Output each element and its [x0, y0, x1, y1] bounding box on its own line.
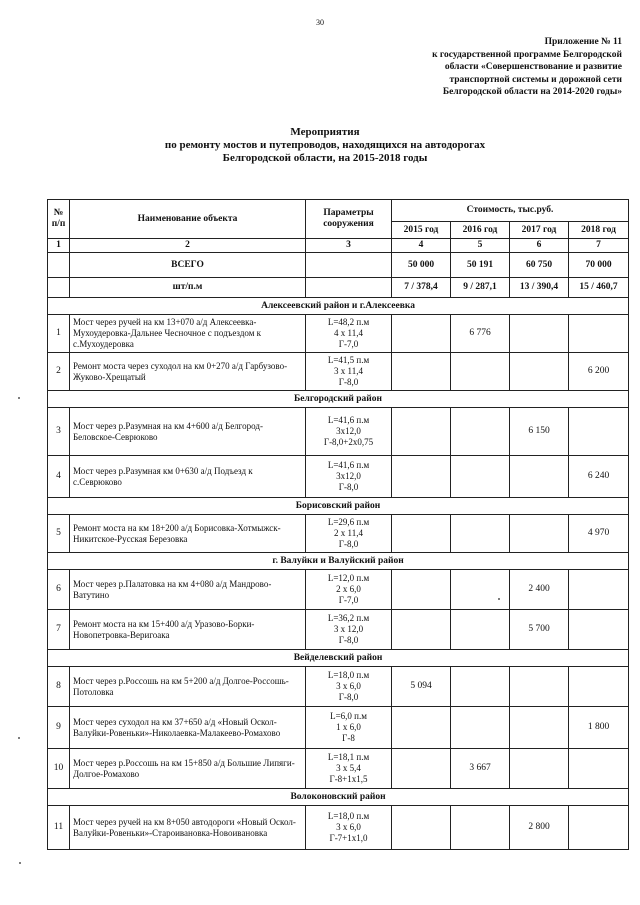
unit-value: 9 / 287,1 [451, 278, 510, 298]
unit-label: шт/п.м [70, 278, 306, 298]
cost-2018 [569, 610, 629, 650]
object-name: Мост через ручей на км 13+070 а/д Алексеевка-Мухоудеровка-Дальнее Чесночное с подъездом к с.Мухоудеровка [70, 315, 306, 353]
row-num: 7 [48, 610, 70, 650]
table-row [48, 353, 629, 391]
table-row [48, 667, 629, 707]
cost-2017 [510, 456, 569, 498]
cost-2017 [510, 315, 569, 353]
object-name: Ремонт моста на км 18+200 а/д Борисовка-Хотмыжск-Никитское-Русская Березовка [70, 515, 306, 553]
header-cost: Стоимость, тыс.руб. [392, 200, 629, 222]
table-row [48, 315, 629, 353]
region-heading: Волоконовский район [48, 789, 629, 806]
cost-2018: 6 200 [569, 353, 629, 391]
appendix-line: транспортной системы и дорожной сети [449, 74, 622, 85]
object-name: Мост через р.Разумная км 0+630 а/д Подъезд к с.Севрюково [70, 456, 306, 498]
cost-2017 [510, 515, 569, 553]
scan-speck [498, 598, 500, 600]
index-cell: 2 [70, 239, 306, 253]
table-row [48, 456, 629, 498]
index-cell: 4 [392, 239, 451, 253]
table-row [48, 806, 629, 850]
cost-2018 [569, 570, 629, 610]
cost-2016 [451, 806, 510, 850]
cost-2016 [451, 515, 510, 553]
object-name: Мост через суходол на км 37+650 а/д «Новый Оскол-Валуйки-Ровеньки»-Николаевка-Малакеево-Ромахово [70, 707, 306, 749]
header-params: Параметры сооружения [306, 200, 392, 239]
cost-2018 [569, 806, 629, 850]
row-num: 10 [48, 749, 70, 789]
row-num: 6 [48, 570, 70, 610]
object-name: Мост через р.Палатовка на км 4+080 а/д Мандрово-Ватутино [70, 570, 306, 610]
total-value: 50 191 [451, 253, 510, 278]
cost-2016 [451, 610, 510, 650]
cost-2015 [392, 353, 451, 391]
cost-2017: 6 150 [510, 408, 569, 456]
region-heading: Алексеевский район и г.Алексеевка [48, 298, 629, 315]
cost-2018 [569, 408, 629, 456]
appendix-header [372, 36, 622, 99]
row-num: 2 [48, 353, 70, 391]
cost-2017 [510, 667, 569, 707]
cost-2015 [392, 707, 451, 749]
row-num: 11 [48, 806, 70, 850]
object-params: L=18,1 п.м 3 x 5,4 Г-8+1x1,5 [306, 749, 392, 789]
object-params: L=29,6 п.м 2 x 11,4 Г-8,0 [306, 515, 392, 553]
table-row [48, 515, 629, 553]
object-params: L=18,0 п.м 3 x 6,0 Г-8,0 [306, 667, 392, 707]
bridges-table [47, 199, 629, 850]
cost-2015 [392, 806, 451, 850]
header-year: 2016 год [451, 222, 510, 239]
header-year: 2018 год [569, 222, 629, 239]
cost-2018 [569, 315, 629, 353]
table-row [48, 749, 629, 789]
object-params: L=12,0 п.м 2 x 6,0 Г-7,0 [306, 570, 392, 610]
total-value: 60 750 [510, 253, 569, 278]
object-name: Мост через ручей на км 8+050 автодороги «Новый Оскол-Валуйки-Ровеньки»-Староивановка-Новоивановка [70, 806, 306, 850]
row-num: 8 [48, 667, 70, 707]
cost-2018: 4 970 [569, 515, 629, 553]
object-params: L=18,0 п.м 3 x 6,0 Г-7+1x1,0 [306, 806, 392, 850]
appendix-line: Приложение № 11 [544, 37, 622, 47]
object-params: L=41,5 п.м 3 x 11,4 Г-8,0 [306, 353, 392, 391]
row-num: 5 [48, 515, 70, 553]
cost-2017 [510, 749, 569, 789]
title-line-2: по ремонту мостов и путепроводов, находящихся на автодорогах [164, 139, 486, 151]
row-num: 9 [48, 707, 70, 749]
appendix-line: области «Совершенствование и развитие [444, 62, 622, 72]
total-value: 50 000 [392, 253, 451, 278]
cost-2018 [569, 749, 629, 789]
cost-2017 [510, 353, 569, 391]
row-num: 3 [48, 408, 70, 456]
unit-value: 13 / 390,4 [510, 278, 569, 298]
cost-2018: 1 800 [569, 707, 629, 749]
scan-speck [18, 737, 20, 739]
index-cell: 3 [306, 239, 392, 253]
cost-2015 [392, 610, 451, 650]
cost-2015 [392, 570, 451, 610]
cost-2015 [392, 456, 451, 498]
scan-speck [18, 397, 20, 399]
title-line-1: Мероприятия [290, 126, 360, 138]
row-num: 4 [48, 456, 70, 498]
index-cell: 6 [510, 239, 569, 253]
region-heading: Борисовский район [48, 498, 629, 515]
page-number: 30 [316, 18, 324, 27]
cost-2016 [451, 667, 510, 707]
cost-2016 [451, 570, 510, 610]
header-num: № п/п [48, 200, 70, 239]
object-name: Мост через р.Разумная на км 4+600 а/д Белгород-Беловское-Севрюково [70, 408, 306, 456]
header-year: 2015 год [392, 222, 451, 239]
title-line-3: Белгородской области, на 2015-2018 годы [222, 152, 428, 164]
cost-2018 [569, 667, 629, 707]
total-value: 70 000 [569, 253, 629, 278]
cost-2016 [451, 353, 510, 391]
object-params: L=48,2 п.м 4 x 11,4 Г-7,0 [306, 315, 392, 353]
cost-2016: 6 776 [451, 315, 510, 353]
cost-2015 [392, 749, 451, 789]
cost-2018: 6 240 [569, 456, 629, 498]
header-name: Наименование объекта [70, 200, 306, 239]
table-row [48, 408, 629, 456]
unit-value: 15 / 460,7 [569, 278, 629, 298]
table-row [48, 610, 629, 650]
cost-2015: 5 094 [392, 667, 451, 707]
index-cell: 7 [569, 239, 629, 253]
object-name: Ремонт моста на км 15+400 а/д Уразово-Борки-Новопетровка-Веригоака [70, 610, 306, 650]
row-num: 1 [48, 315, 70, 353]
object-name: Ремонт моста через суходол на км 0+270 а/д Гарбузово-Жуково-Хрещатый [70, 353, 306, 391]
header-year: 2017 год [510, 222, 569, 239]
cost-2015 [392, 315, 451, 353]
cost-2016 [451, 707, 510, 749]
table-row [48, 707, 629, 749]
appendix-line: Белгородской области на 2014-2020 годы» [442, 87, 622, 97]
object-name: Мост через р.Россошь на км 15+850 а/д Большие Липяги-Долгое-Ромахово [70, 749, 306, 789]
region-heading: Вейделевский район [48, 650, 629, 667]
table-row [48, 570, 629, 610]
cost-2016: 3 667 [451, 749, 510, 789]
region-heading: Белгородский район [48, 391, 629, 408]
document-title [60, 126, 590, 165]
appendix-line: к государственной программе Белгородской [432, 49, 622, 60]
cost-2017: 5 700 [510, 610, 569, 650]
cost-2017: 2 800 [510, 806, 569, 850]
total-label: ВСЕГО [70, 253, 306, 278]
cost-2016 [451, 456, 510, 498]
unit-value: 7 / 378,4 [392, 278, 451, 298]
index-cell: 1 [48, 239, 70, 253]
cost-2015 [392, 408, 451, 456]
index-cell: 5 [451, 239, 510, 253]
object-params: L=41,6 п.м 3x12,0 Г-8,0+2x0,75 [306, 408, 392, 456]
cost-2017: 2 400 [510, 570, 569, 610]
scan-speck [19, 862, 21, 864]
object-params: L=36,2 п.м 3 x 12,0 Г-8,0 [306, 610, 392, 650]
region-heading: г. Валуйки и Валуйский район [48, 553, 629, 570]
cost-2017 [510, 707, 569, 749]
cost-2016 [451, 408, 510, 456]
object-name: Мост через р.Россошь на км 5+200 а/д Долгое-Россошь-Потоловка [70, 667, 306, 707]
object-params: L=41,6 п.м 3x12,0 Г-8,0 [306, 456, 392, 498]
object-params: L=6,0 п.м 1 x 6,0 Г-8 [306, 707, 392, 749]
cost-2015 [392, 515, 451, 553]
